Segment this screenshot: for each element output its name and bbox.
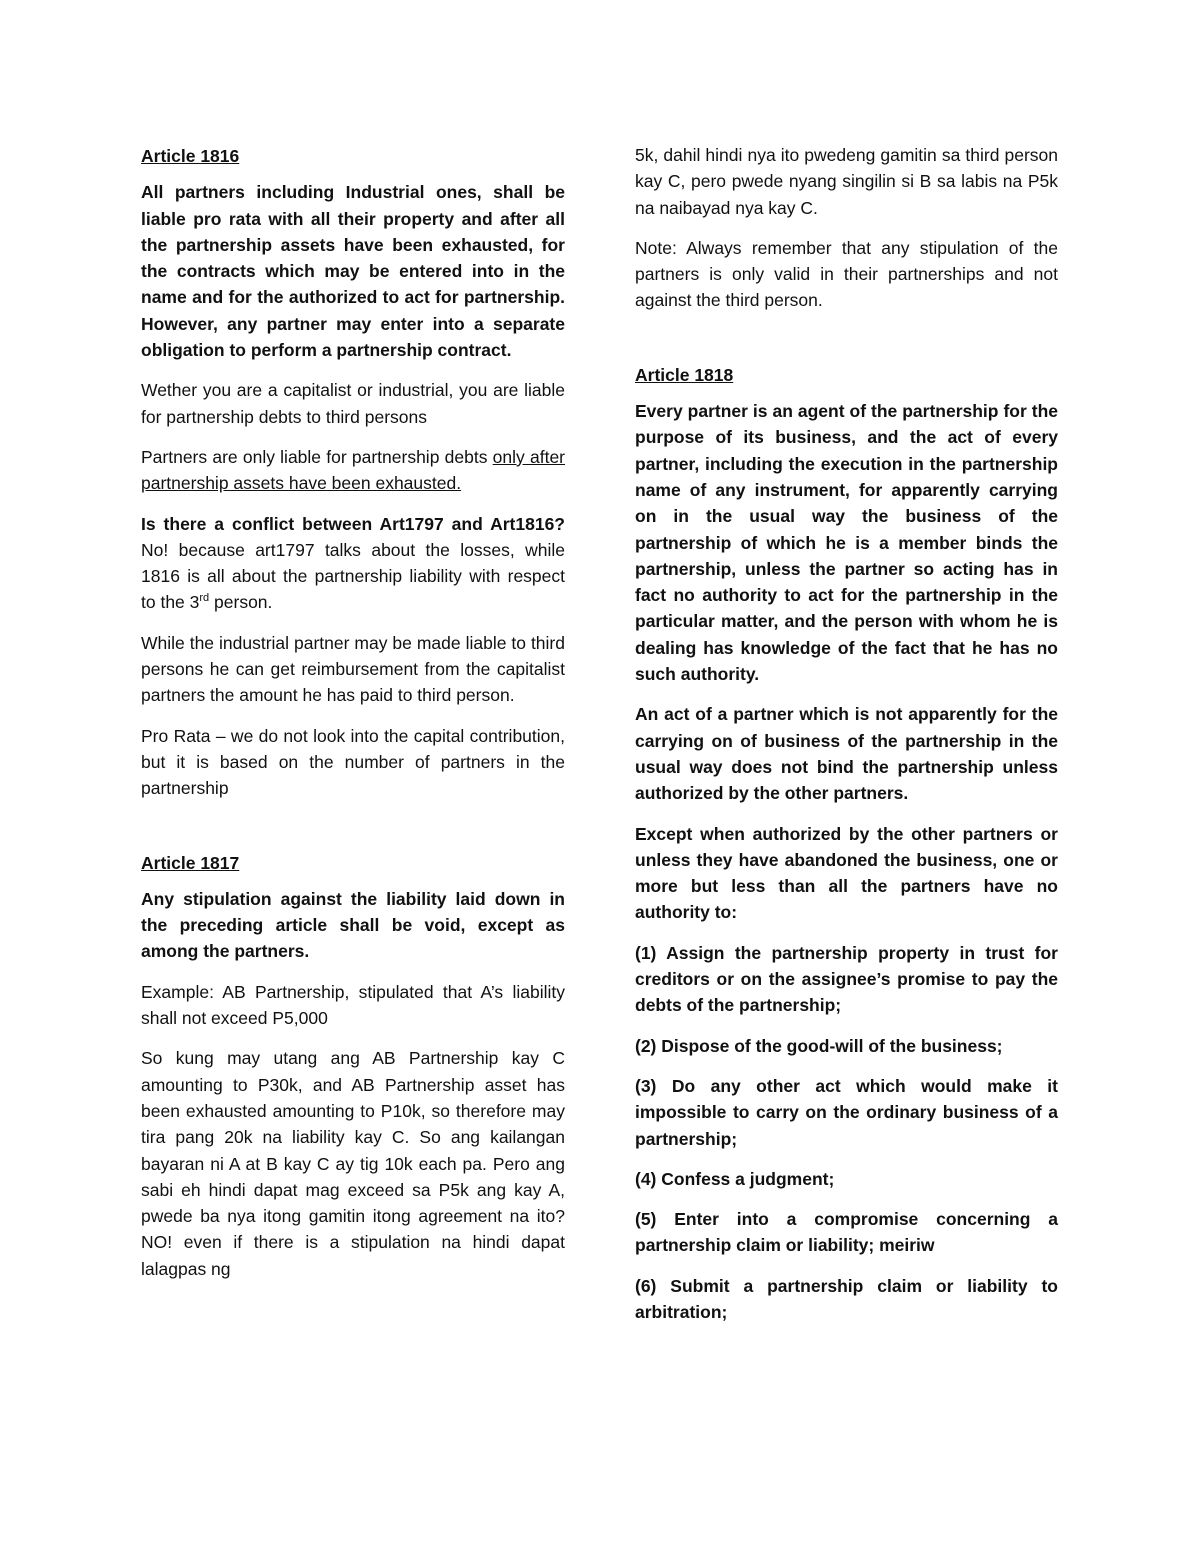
paragraph-continuation: 5k, dahil hindi nya ito pwedeng gamitin sa third person kay C, pero pwede nyang singilin si B sa labis na P5k na naibayad nya kay C.: [635, 145, 1058, 218]
article-1818-text: Every partner is an agent of the partnership for the purpose of its business, and the act of every partner, including the execution in the partnership name of any instrument, for apparently carrying on in the usual way the business of the partnership of which he is a member binds the partnership, unless the partner so acting has in fact no authority to act for the partnership in the particular matter, and the person with whom he is dealing has knowledge of the fact that he has no such authority.: [635, 401, 1058, 685]
article-1816-text: All partners including Industrial ones, shall be liable pro rata with all their property and after all the partnership assets have been exhausted, for the contracts which may be entered into in the name and for the authorized to act for partnership. However, any partner may enter into a separate obligation to perform a partnership contract.: [141, 182, 565, 361]
partners-liable-underlined: only after partnership assets have been exhausted.: [141, 446, 566, 494]
right-column: [635, 142, 1058, 1339]
paragraph-pro-rata: Pro Rata – we do not look into the capital contribution, but it is based on the number of partners in the partnership: [141, 725, 565, 799]
section-gap: [635, 328, 1058, 362]
paragraph-example: Example: AB Partnership, stipulated that A’s liability shall not exceed P5,000: [141, 981, 565, 1029]
list-item-5: (5) Enter into a compromise concerning a partnership claim or liability; meiriw: [635, 1209, 1058, 1256]
paragraph-conflict: [141, 511, 565, 616]
article-1817-heading: Article 1817: [141, 852, 240, 873]
conflict-answer: No! because art1797 talks about the losses, while 1816 is all about the partnership liability with respect to the 3: [141, 539, 565, 613]
list-item-3: (3) Do any other act which would make it impossible to carry on the ordinary business of a partnership;: [635, 1075, 1058, 1149]
list-item-2: (2) Dispose of the good-will of the business;: [635, 1035, 1003, 1056]
paragraph-so-kung: So kung may utang ang AB Partnership kay C amounting to P30k, and AB Partnership asset has been exhausted amounting to P10k, so therefore may tira pang 20k na liability kay C. So ang kailangan bayaran ni A at B kay C ay tig 10k each pa. Pero ang sabi eh hindi dapat mag exceed sa P5k ang kay A, pwede ba nya itong gamitin itong agreement na ito? NO! even if there is a stipulation na hindi dapat lalagpas ng: [141, 1048, 565, 1279]
list-item-6: (6) Submit a partnership claim or liability to arbitration;: [635, 1275, 1058, 1322]
article-1816-heading: Article 1816: [141, 146, 240, 166]
paragraph-except: Except when authorized by the other partners or unless they have abandoned the business, one or more but less than all the partners have no authority to:: [635, 823, 1058, 923]
partners-liable-text: Partners are only liable for partnership debts: [141, 446, 493, 467]
conflict-question: Is there a conflict between Art1797 and Art1816?: [141, 513, 565, 534]
paragraph-note: Note: Always remember that any stipulation of the partners is only valid in their partnerships and not against the third person.: [635, 237, 1058, 311]
conflict-answer-end: person.: [209, 592, 273, 613]
paragraph-industrial: While the industrial partner may be made liable to third persons he can get reimbursement from the capitalist partners the amount he has paid to third person.: [141, 632, 565, 706]
list-item-1: (1) Assign the partnership property in trust for creditors or on the assignee’s promise to pay the debts of the partnership;: [635, 942, 1058, 1016]
article-1817-text: Any stipulation against the liability laid down in the preceding article shall be void, except as among the partners.: [141, 888, 565, 962]
paragraph-wether: Wether you are a capitalist or industrial, you are liable for partnership debts to third persons: [141, 380, 565, 427]
section-gap: [141, 816, 565, 850]
article-1818-heading: Article 1818: [635, 364, 734, 385]
paragraph-partners-liable: [141, 444, 565, 497]
list-item-4: (4) Confess a judgment;: [635, 1168, 835, 1189]
left-column: [141, 143, 565, 1296]
conflict-superscript: rd: [199, 592, 210, 605]
paragraph-act-of-partner: An act of a partner which is not apparently for the carrying on of business of the partnership in the usual way does not bind the partnership unless authorized by the other partners.: [635, 704, 1058, 804]
